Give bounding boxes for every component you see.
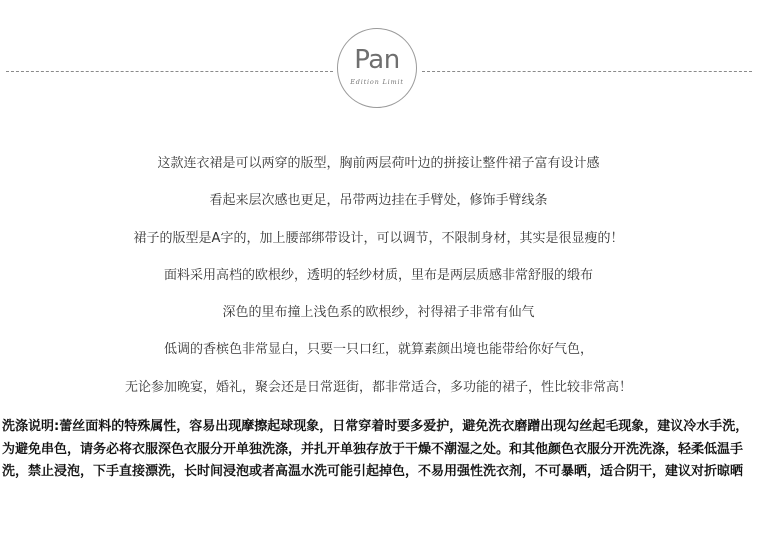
dashed-divider-left — [6, 71, 333, 72]
description-line: 深色的里布撞上浅色系的欧根纱，衬得裙子非常有仙气 — [222, 305, 535, 321]
dashed-divider-right — [422, 71, 752, 72]
product-description — [0, 154, 757, 415]
logo-title: Pan — [354, 45, 400, 75]
logo-subtitle: Edition Limit — [350, 78, 404, 86]
brand-logo — [337, 28, 417, 108]
description-line: 面料采用高档的欧根纱，透明的轻纱材质，里布是两层质感非常舒服的缎布 — [163, 267, 593, 283]
description-line: 这款连衣裙是可以两穿的版型，胸前两层荷叶边的拼接让整件裙子富有设计感 — [157, 156, 600, 171]
brand-header — [0, 0, 757, 120]
wash-instructions: 洗涤说明:蕾丝面料的特殊属性，容易出现摩擦起球现象，日常穿着时要多爱护，避免洗衣磨蹭出现勾丝起毛现象，建议冷水手洗，为避免串色，请务必将衣服深色衣服分开单独洗涤，并扎开单独存放于干燥不潮湿之处。和其他颜色衣服分开洗洗涤，轻柔低温手洗，禁止浸泡，下手直接漂洗，长时间浸泡或者高温水洗可能引起掉色，不易用强性洗衣剂，不可暴晒，适合阴干，建议对折晾晒 — [2, 419, 749, 479]
description-line: 无论参加晚宴，婚礼，聚会还是日常逛街，都非常适合，多功能的裙子，性比较非常高！ — [124, 379, 632, 395]
description-line: 裙子的版型是A字的，加上腰部绑带设计，可以调节，不限制身材，其实是很显瘦的！ — [133, 230, 624, 246]
description-line: 看起来层次感也更足，吊带两边挂在手臂处，修饰手臂线条 — [209, 193, 548, 209]
description-line: 低调的香槟色非常显白，只要一只口红，就算素颜出境也能带给你好气色， — [163, 342, 593, 358]
